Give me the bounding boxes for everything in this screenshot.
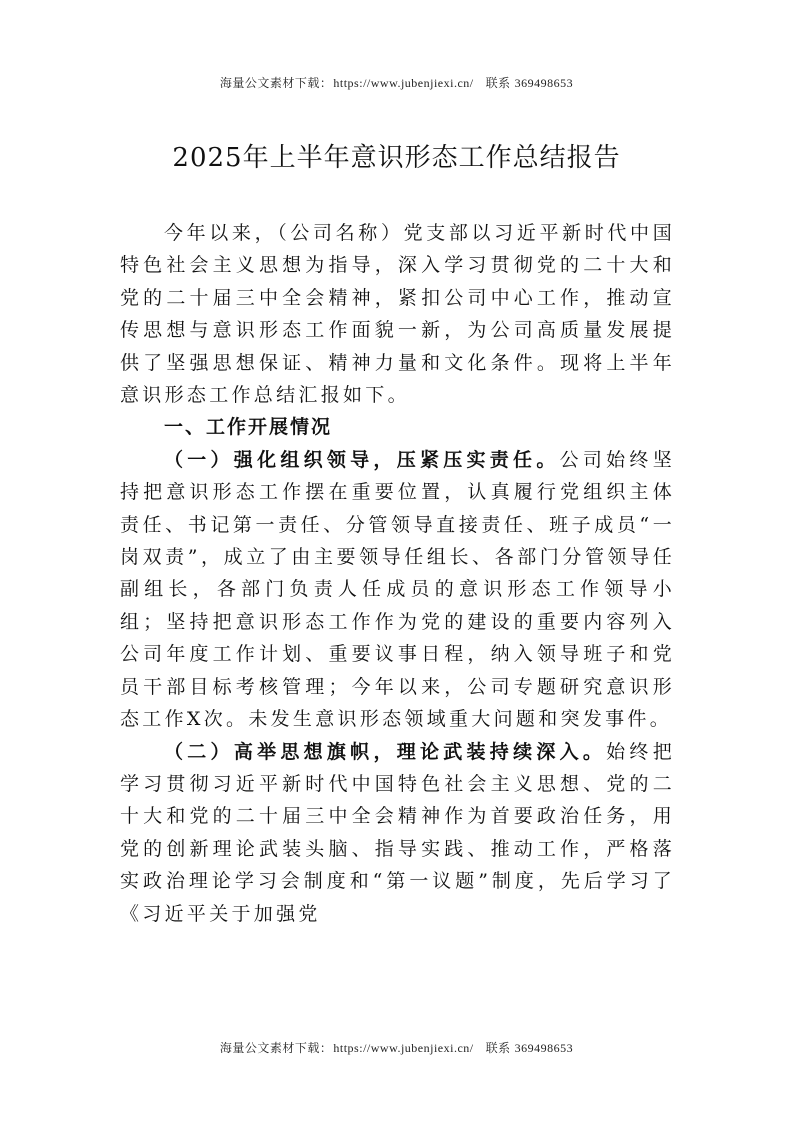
footer-website-link[interactable]: https://www.jubenjiexi.cn/	[333, 1041, 474, 1055]
document-body	[120, 217, 675, 930]
subsection-heading-1: （一）强化组织领导，压紧压实责任。	[164, 448, 560, 471]
footer-contact-number: 369498653	[514, 1041, 574, 1055]
footer-download-label: 海量公文素材下载：	[219, 1041, 333, 1055]
header-website-link[interactable]: https://www.jubenjiexi.cn/	[333, 76, 474, 90]
subsection-heading-2: （二）高举思想旗帜，理论武装持续深入。	[164, 740, 607, 763]
intro-paragraph: 今年以来，（公司名称）党支部以习近平新时代中国特色社会主义思想为指导，深入学习贯彻党的二十大和党的二十届三中全会精神，紧扣公司中心工作，推动宣传思想与意识形态工作面貌一新，为公司高质量发展提供了坚强思想保证、精神力量和文化条件。现将上半年意识形态工作总结汇报如下。	[120, 222, 675, 407]
subsection-body-2: 始终把学习贯彻习近平新时代中国特色社会主义思想、党的二十大和党的二十届三中全会精神作为首要政治任务，用党的创新理论武装头脑、指导实践、推动工作，严格落实政治理论学习会制度和“第一议题”制度，先后学习了《习近平关于加强党	[120, 740, 675, 925]
section-paragraph-1	[120, 444, 675, 736]
header-contact-label: 联系	[485, 76, 511, 90]
document-title: 2025年上半年意识形态工作总结报告	[172, 143, 621, 173]
page-footer	[0, 1039, 793, 1056]
section-heading: 一、工作开展情况	[164, 416, 333, 439]
header-download-label: 海量公文素材下载：	[219, 76, 333, 90]
subsection-body-1: 公司始终坚持把意识形态工作摆在重要位置，认真履行党组织主体责任、书记第一责任、分管领导直接责任、班子成员“一岗双责”，成立了由主要领导任组长、各部门分管领导任副组长，各部门负责人任成员的意识形态工作领导小组；坚持把意识形态工作作为党的建设的重要内容列入公司年度工作计划、重要议事日程，纳入领导班子和党员干部目标考核管理；今年以来，公司专题研究意识形态工作X次。未发生意识形态领域重大问题和突发事件。	[120, 448, 675, 731]
page-header	[0, 74, 793, 91]
footer-contact-label: 联系	[485, 1041, 511, 1055]
header-contact-number: 369498653	[514, 76, 574, 90]
section-paragraph-2	[120, 736, 675, 930]
